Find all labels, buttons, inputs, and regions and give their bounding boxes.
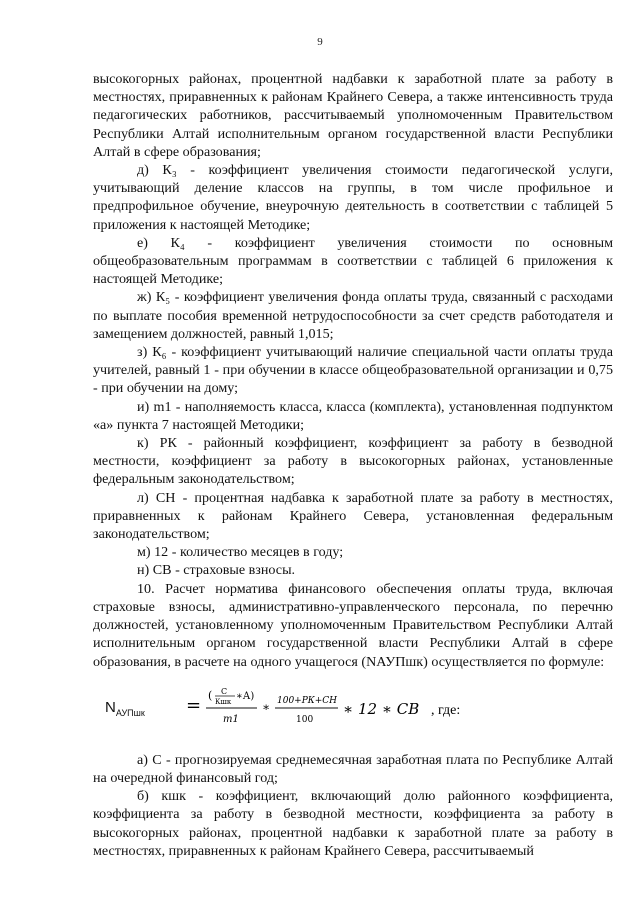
paragraph: высокогорных районах, процентной надбавки к заработной плате за работу в местностях, приравненных к районам Крайнего Севера, а также интенсивность труда педагогических работников, рассчитываемый уполномоченным Правительством Республики Алтай исполнительным органом государственной власти Республики Алтай в сфере образования; (93, 71, 613, 160)
paragraph: л) СН - процентная надбавка к заработной плате за работу в местностях, приравненных к районам Крайнего Севера, установленная федеральным законодательством; (93, 489, 613, 543)
paragraph: ж) К₅ - коэффициент увеличения фонда оплаты труда, связанный с расходами по выплате пособия временной нетрудоспособности за счет средств работодателя и замещением должностей, равный 1,015; (93, 289, 613, 342)
formula-inner-den: Кшк (215, 697, 232, 706)
formula-svg (93, 683, 613, 735)
formula-tail: ∗ 12 ∗ СВ (343, 699, 420, 718)
paragraph: к) РК - районный коэффициент, коэффициент за работу в безводной местности, коэффициент за работу в высокогорных районах, установленные федеральным законодательством; (93, 435, 613, 488)
formula-frac2-den: 100 (296, 714, 314, 725)
paragraph: и) m1 - наполняемость класса, класса (комплекта), установленная подпунктом «а» пункта 7 настоящей Методики; (93, 398, 613, 433)
paragraph: 10. Расчет норматива финансового обеспечения оплаты труда, включая страховые взносы, административно-управленческого персонала, по перечню должностей, установленному уполномоченным Правительством Республики Алтай исполнительным органом государственной власти Республики Алтай в сфере образования, в расчете на одного учащегося (NАУПшк) осуществляется по формуле: (93, 580, 613, 670)
formula-mult-1: ∗ (262, 699, 271, 714)
formula-inner-rest: ∗А) (236, 690, 255, 702)
formula-frac2-num: 100+РК+СН (277, 695, 338, 706)
formula-tail-end: , где: (431, 702, 461, 718)
page-number: 9 (317, 36, 323, 48)
formula-inner-num: C (221, 686, 228, 696)
paragraph: м) 12 - количество месяцев в году; (137, 544, 344, 561)
paragraph: б) кшк - коэффициент, включающий долю районного коэффициента, коэффициента за работу в безводной местности, коэффициента за работу в высокогорных районах, процентной надбавки к заработной плате за работу в местностях, приравненных к районам Крайнего Севера, рассчитываемый (93, 788, 613, 859)
formula-equals: = (186, 694, 202, 716)
paragraphs-bottom (93, 751, 613, 860)
document-body (93, 70, 613, 860)
formula-lhs-main: N (105, 698, 116, 716)
paragraphs-top (93, 70, 613, 671)
paragraph: д) К₃ - коэффициент увеличения стоимости педагогической услуги, учитывающий деление классов на группы, в том числе профильное и предпрофильное обучение, внеурочную деятельность в соответствии с таблицей 5 приложения к настоящей Методике; (93, 162, 613, 233)
paragraph: а) С - прогнозируемая среднемесячная заработная плата по Республике Алтай на очередной финансовый год; (93, 751, 613, 786)
paragraph: е) К₄ - коэффициент увеличения стоимости по основным общеобразовательным программам в соответствии с таблицей 6 приложения к настоящей Методике; (93, 234, 613, 288)
formula-lhs-sub: АУПшк (115, 707, 145, 718)
formula-inner-open: ( (208, 688, 213, 702)
formula-m1: m1 (223, 713, 239, 725)
paragraph: з) К₆ - коэффициент учитывающий наличие специальной части оплаты труда учителей, равный 1 - при обучении в классе общеобразовательной организации и 0,75 - при обучении на дому; (93, 344, 613, 397)
paragraph: н) СВ - страховые взносы. (137, 562, 296, 579)
formula (93, 683, 613, 735)
